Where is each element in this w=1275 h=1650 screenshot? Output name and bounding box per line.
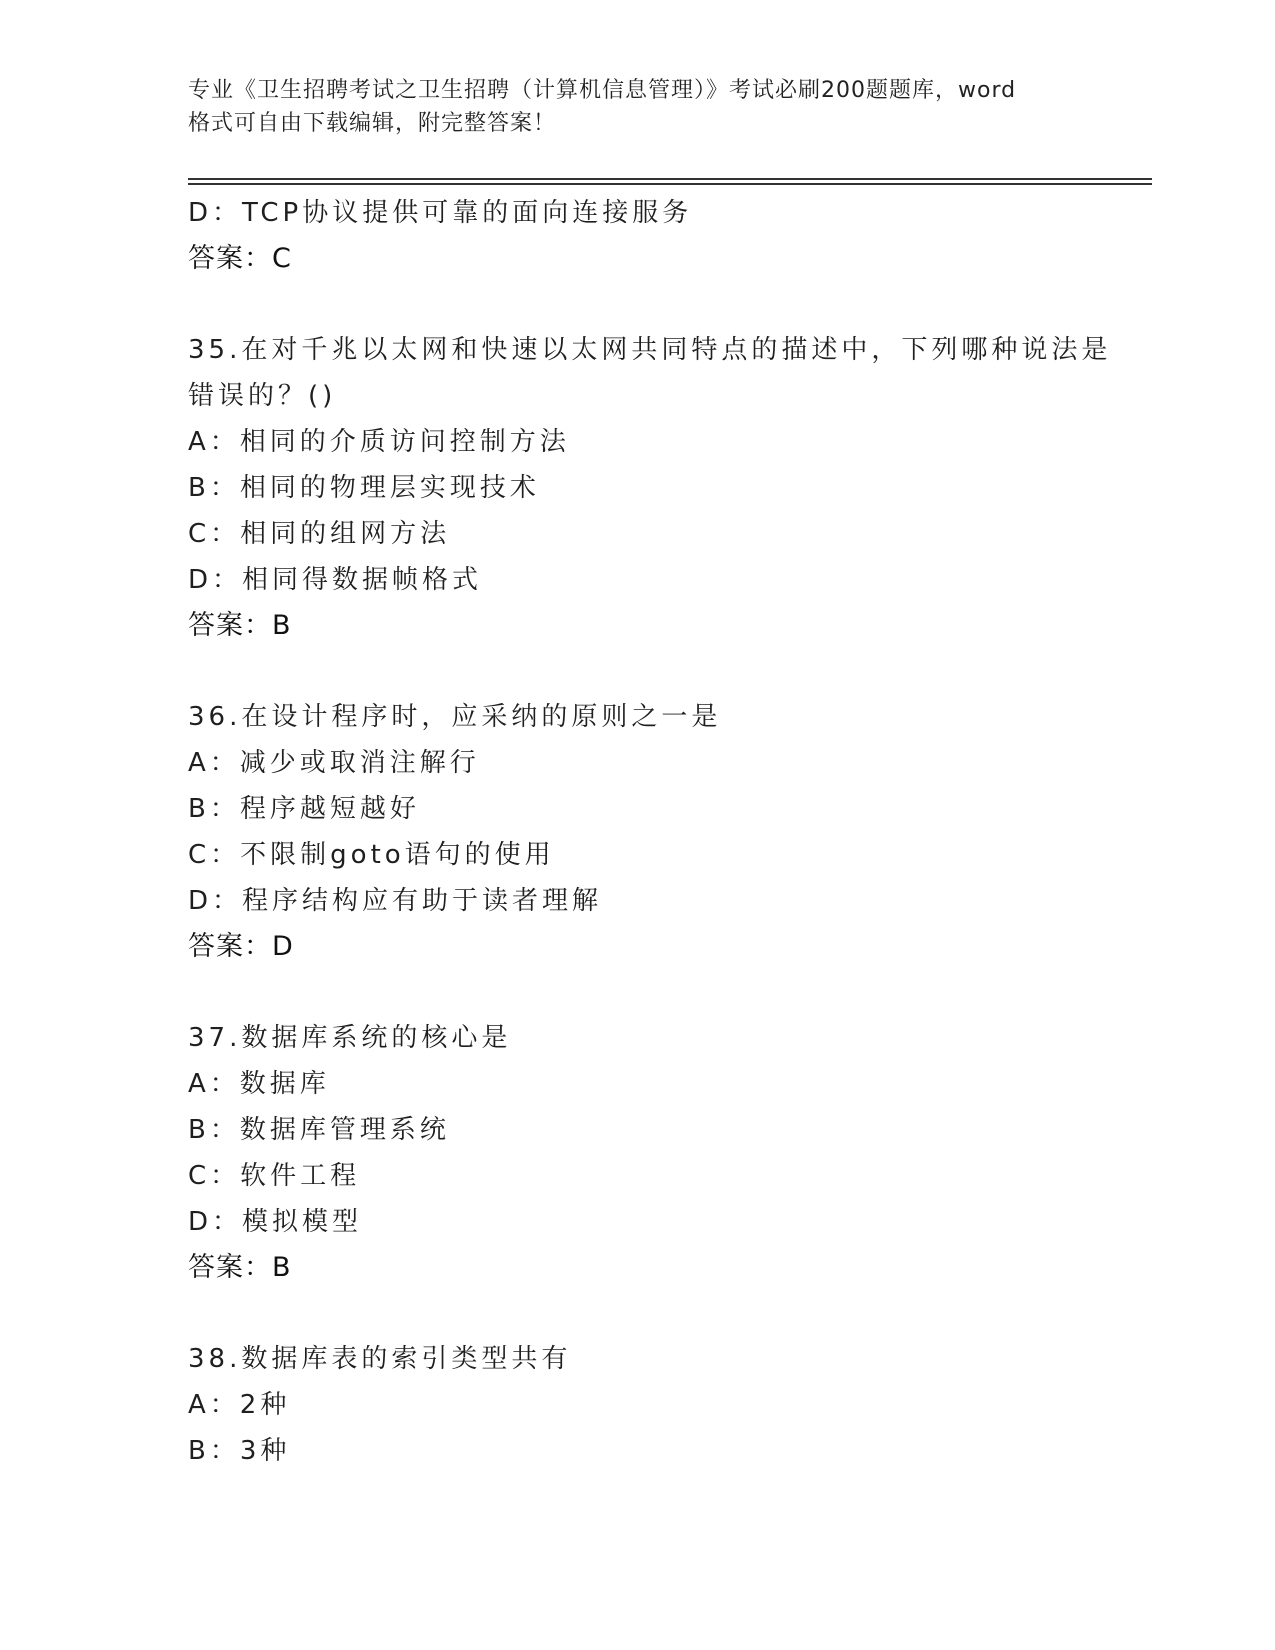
option-c: C：相同的组网方法: [188, 519, 451, 549]
option-c: C：不限制goto语句的使用: [188, 840, 555, 870]
answer-line: 答案：B: [188, 610, 292, 641]
answer-line: 答案：D: [188, 931, 294, 962]
header-divider-bottom: [188, 183, 1152, 185]
question-38: [188, 1336, 1128, 1474]
option-b: B：3种: [188, 1436, 291, 1466]
header-line-2: 格式可自由下载编辑，附完整答案！: [188, 111, 557, 136]
answer-line: 答案：B: [188, 1252, 292, 1283]
spacer: [188, 1291, 1128, 1336]
question-list: [188, 190, 1128, 1474]
option-d: D：程序结构应有助于读者理解: [188, 886, 603, 916]
option-b: B：数据库管理系统: [188, 1115, 450, 1145]
question-36: [188, 694, 1128, 970]
answer-line: 答案：C: [188, 243, 292, 274]
option-a: A：2种: [188, 1390, 291, 1420]
option-d: D：TCP协议提供可靠的面向连接服务: [188, 198, 693, 228]
question-37: [188, 1015, 1128, 1291]
spacer: [188, 282, 1128, 327]
header-line-1: 专业《卫生招聘考试之卫生招聘（计算机信息管理）》考试必刷200题题库，word: [188, 78, 1017, 103]
header-divider-top: [188, 178, 1152, 180]
question-stem: 35.在对千兆以太网和快速以太网共同特点的描述中，下列哪种说法是: [188, 335, 1112, 365]
question-35: [188, 327, 1128, 649]
question-34-tail: [188, 190, 1128, 282]
option-b: B：程序越短越好: [188, 794, 420, 824]
option-a: A：减少或取消注解行: [188, 748, 480, 778]
option-c: C：软件工程: [188, 1161, 361, 1191]
question-stem: 36.在设计程序时，应采纳的原则之一是: [188, 702, 722, 732]
spacer: [188, 649, 1128, 694]
question-stem-continued: 错误的？(): [188, 381, 337, 411]
question-stem: 38.数据库表的索引类型共有: [188, 1344, 572, 1374]
option-a: A：相同的介质访问控制方法: [188, 427, 570, 457]
option-d: D：相同得数据帧格式: [188, 565, 483, 595]
option-d: D：模拟模型: [188, 1207, 363, 1237]
question-stem: 37.数据库系统的核心是: [188, 1023, 512, 1053]
spacer: [188, 970, 1128, 1015]
document-header: [188, 74, 1108, 140]
option-b: B：相同的物理层实现技术: [188, 473, 540, 503]
option-a: A：数据库: [188, 1069, 330, 1099]
